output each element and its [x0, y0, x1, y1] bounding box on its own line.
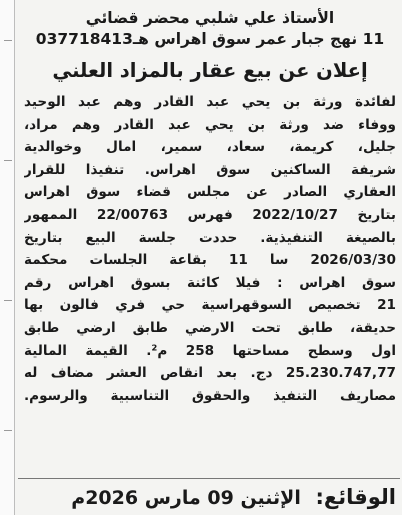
legal-notice [24, 8, 396, 470]
body-line: بالصيغة التنفيذية. حددت جلسة البيع بتاريخ [24, 229, 396, 246]
page-footer [34, 482, 396, 512]
body-line: 2026/03/30 سا 11 بقاعة الجلسات محكمة [24, 252, 396, 269]
body-line: بتاريخ 2022/10/27 فهرس 22/00763 الممهور [24, 206, 396, 223]
column-mark [4, 40, 12, 41]
body-line: اول وسطح مساحتها 258 م². القيمة المالية [24, 342, 396, 359]
newspaper-name: الوقائع: [315, 485, 396, 509]
body-line: شريفة الساكنين سوق اهراس. تنفيذا للقرار [24, 161, 396, 178]
body-line: لفائدة ورثة بن يحي عبد القادر وهم عبد الوحيد [24, 94, 396, 110]
body-line: سوق اهراس : فيلا كائنة بسوق اهراس رقم [24, 274, 396, 291]
adjacent-column-edge [0, 0, 15, 515]
body-line: ووفاء ضد ورثة بن يحي عبد القادر وهم مراد، [24, 116, 396, 133]
body-line: حديقة، طابق تحت الارضي طابق ارضي طابق [24, 319, 396, 336]
notice-title: إعلان عن بيع عقار بالمزاد العلني [52, 59, 368, 82]
body-line: جليل، كريمة، سعاد، سمير، امال وخوالدية [24, 139, 396, 156]
bailiff-name: الأستاذ علي شلبي محضر قضائي [85, 9, 335, 27]
issue-date: الإثنين 09 مارس 2026م [71, 487, 301, 509]
footer-divider [18, 478, 400, 479]
column-mark [4, 300, 12, 301]
body-line: العقاري الصادر عن مجلس قضاء سوق اهراس [24, 184, 396, 201]
column-mark [4, 430, 12, 431]
bailiff-address: 11 نهج جبار عمر سوق اهراس هـ037718413 [35, 30, 385, 48]
body-line: مصاريف التنفيذ والحقوق التناسبية والرسوم. [24, 387, 396, 404]
notice-body [24, 91, 396, 407]
column-mark [4, 160, 12, 161]
body-line: 21 تخصيص السوقهراسية حي فري فالون بها [24, 297, 396, 314]
body-line: 25.230.747,77 دج. بعد انقاص العشر مضاف له [24, 365, 396, 382]
